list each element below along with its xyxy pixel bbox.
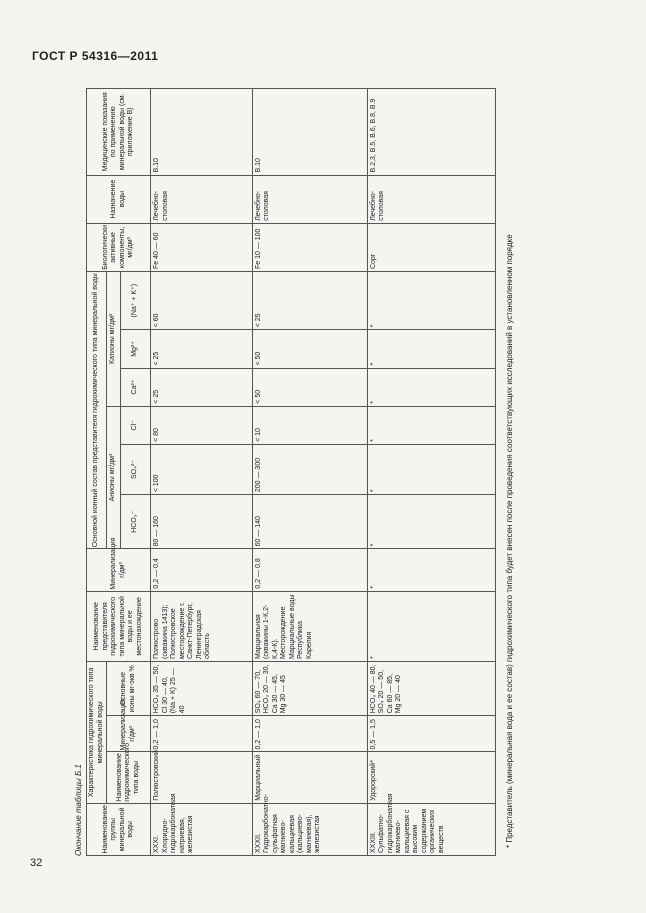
cell-medical: В.10 [151,89,253,176]
table-row [151,89,253,856]
cell-mineral2: * [367,549,495,591]
cell-mineral2: 0,2 — 0,8 [252,549,367,591]
cell-hco3: 60 — 140 [252,495,367,549]
cell-ions: HCO₃ 35 — 50, Cl 30 — 40, (Na + K) 25 — 40 [151,662,253,716]
cell-ions: HCO₃ 40 — 80, SO₄ 20 — 50, Ca 60 — 85, Mg 20 — 40 [367,662,495,716]
header-ions: Основные ионы мг-экв % [107,662,151,716]
cell-medical: В.10 [252,89,367,176]
cell-use: Лечебно-столовая [367,175,495,223]
header-char: Характеристика гидрохимического типа минеральной воды [87,662,107,804]
cell-nak: * [367,272,495,330]
cell-ions: SO₄ 60 — 70, HCO₃ 20 — 30, Ca 30 — 45, Mg 30 — 45 [252,662,367,716]
table-row [252,89,367,856]
header-hco3: HCO₃⁻ [121,495,151,549]
cell-cl: < 10 [252,406,367,444]
header-name: Наименование гидрохимического типа воды [107,752,151,803]
header-mg: Mg²⁺ [121,330,151,368]
header-cations: Катионы мг/дм³ [107,272,121,407]
table-caption: Окончание таблицы Б.1 [74,764,83,856]
cell-mineral: 0,2 — 1,0 [252,716,367,752]
cell-ca: * [367,368,495,406]
cell-medical: В.2,3, В.5, В.6, В.8, В.9 [367,89,495,176]
header-bio: Биологически активные компоненты, мг/дм³ [87,223,151,271]
cell-group: XXXI. Хлоридно-гидрокарбонатная натриевая, железистая [151,803,253,855]
header-repr: Наименование представителя гидрохимического типа минеральной воды и ее местонахождение [87,591,151,661]
cell-group: XXXIII. Сульфатно-гидрокарбонатная магниево-кальциевая с высоким содержанием органических веществ [367,803,495,855]
header-use: Назначение воды [87,175,151,223]
cell-mg: < 50 [252,330,367,368]
cell-mineral: 0,2 — 1,0 [151,716,253,752]
page-number: 32 [30,857,43,869]
cell-repr: Марциальная (скважины 1-К,2-К,4-К). Месторождение Марциальные воды Республика Карелия [252,591,367,661]
header-so4: SO₄²⁻ [121,444,151,494]
header-ca: Ca²⁺ [121,368,151,406]
header-mineral2: Минерализация г/дм³ [87,549,151,591]
cell-bio: Cорг [367,223,495,271]
header-mineral: Минерализация г/дм³ [107,716,151,752]
cell-so4: 200 — 300 [252,444,367,494]
cell-name: Марциальный [252,752,367,803]
cell-bio: Fe 10 — 100 [252,223,367,271]
cell-so4: < 100 [151,444,253,494]
cell-name: Полюстровский [151,752,253,803]
cell-cl: < 80 [151,406,253,444]
table-row [367,89,495,856]
cell-use: Лечебно-столовая [252,175,367,223]
cell-bio: Fe 40 — 60 [151,223,253,271]
header-medical: Медицинские показания по применению минеральной воды (см. приложение В) [87,89,151,176]
header-group: Наименование группы минеральной воды [87,803,151,855]
header-cl: Cl⁻ [121,406,151,444]
cell-name: Удорорский* [367,752,495,803]
header-composition: Основной ионный состав представителя гидрохимического типа минеральной воды [87,272,107,549]
document-standard-header: ГОСТ Р 54316—2011 [32,49,159,63]
cell-nak: < 25 [252,272,367,330]
rotated-table-block [74,88,542,856]
cell-use: Лечебно-столовая [151,175,253,223]
cell-nak: < 60 [151,272,253,330]
cell-repr: Полюстрово (скважина 1413); Полюстровское месторождение г. Санкт-Петербург, Ленинградская область [151,591,253,661]
cell-mg: < 25 [151,330,253,368]
cell-mineral: 0,5 — 1,5 [367,716,495,752]
cell-mg: * [367,330,495,368]
cell-hco3: * [367,495,495,549]
cell-repr: * [367,591,495,661]
cell-mineral2: 0,2 — 0,4 [151,549,253,591]
header-anions: Анионы мг/дм³ [107,406,121,549]
cell-ca: < 25 [151,368,253,406]
header-nak: (Na⁺ + K⁺) [121,272,151,330]
cell-group: XXXII. Гидрокарбонатно-сульфатная магниево-кальциевая (кальциево-магниевая), железистая [252,803,367,855]
cell-so4: * [367,444,495,494]
cell-hco3: 80 — 160 [151,495,253,549]
cell-cl: * [367,406,495,444]
cell-ca: < 50 [252,368,367,406]
table-footnote: * Представитель (минеральная вода и ее состав) гидрохимического типа будет внесен после проведения соответствующих исследований в установленном порядке [505,234,514,848]
mineral-water-table [86,88,496,856]
